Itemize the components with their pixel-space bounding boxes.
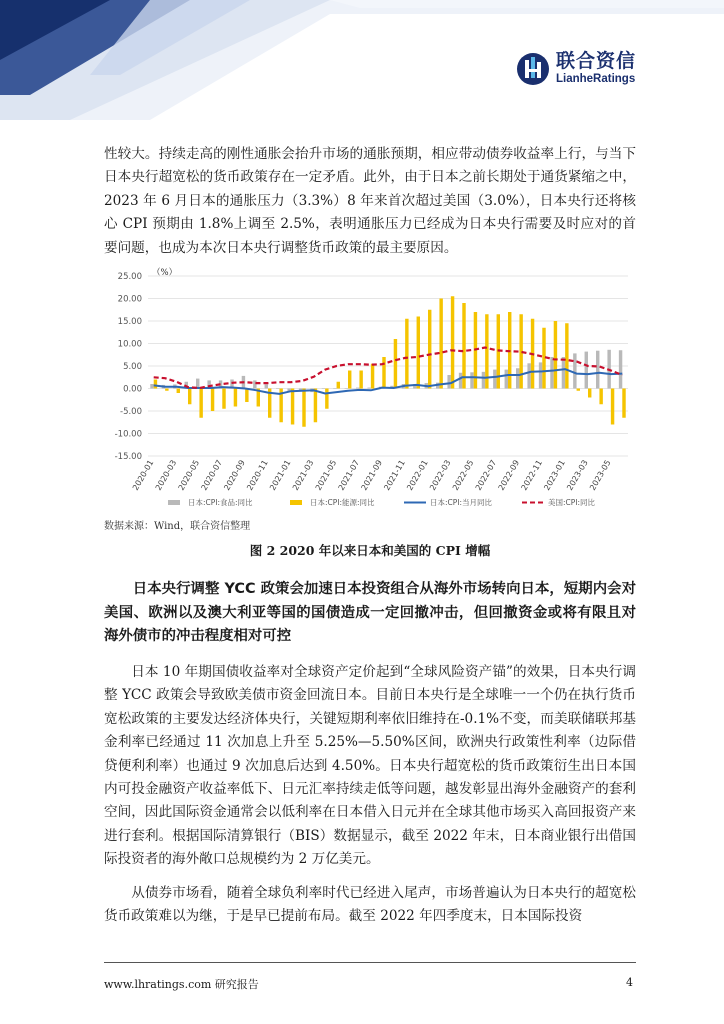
x-tick-label: 2023-03 (565, 458, 590, 492)
bar-energy (405, 319, 408, 389)
bar-energy (371, 364, 374, 389)
x-tick-label: 2021-01 (268, 458, 293, 492)
bar-energy (188, 389, 191, 405)
x-tick-label: 2022-09 (496, 458, 522, 492)
bar-food (585, 352, 588, 389)
bar-food (505, 370, 508, 389)
x-tick-label: 2022-03 (428, 458, 453, 492)
bar-food (356, 388, 359, 389)
bar-energy (439, 299, 442, 389)
y-tick-label: 5.00 (123, 362, 142, 372)
y-tick-label: 0.00 (123, 384, 142, 395)
bar-energy (554, 321, 557, 389)
bar-energy (462, 303, 465, 389)
bar-food (367, 388, 370, 389)
y-tick-label: 15.00 (117, 317, 142, 327)
bar-energy (337, 382, 340, 389)
bar-energy (314, 389, 317, 423)
brand-name-en: LianheRatings (556, 73, 636, 86)
bar-energy (565, 323, 568, 388)
x-tick-label: 2022-07 (473, 458, 499, 492)
y-unit-label: （%） (152, 268, 178, 278)
bar-energy (348, 371, 351, 389)
bar-food (253, 380, 256, 388)
bar-food (470, 372, 473, 388)
x-tick-label: 2022-01 (405, 458, 430, 492)
bar-energy (302, 389, 305, 427)
bar-energy (622, 389, 625, 418)
bar-food (573, 353, 576, 388)
x-tick-label: 2020-11 (245, 458, 270, 492)
bar-food (562, 357, 565, 389)
x-tick-label: 2021-11 (382, 458, 407, 492)
bar-food (619, 350, 622, 388)
x-tick-label: 2020-09 (222, 458, 247, 492)
brand-logo (516, 52, 636, 86)
bar-energy (599, 389, 602, 405)
x-tick-label: 2020-03 (153, 458, 179, 492)
bar-energy (165, 389, 168, 391)
footer-site: www.lhratings.com 研究报告 (104, 978, 259, 991)
page-number: 4 (626, 976, 633, 989)
bar-food (516, 368, 519, 388)
bar-energy (199, 389, 202, 418)
x-tick-label: 2021-05 (313, 458, 339, 492)
bar-energy (211, 389, 214, 412)
bar-energy (611, 389, 614, 425)
brand-logo-icon (516, 52, 550, 86)
bar-food (459, 373, 462, 389)
x-tick-label: 2020-07 (199, 458, 225, 492)
bar-food (333, 389, 336, 390)
bar-energy (417, 317, 420, 389)
bar-energy (588, 389, 591, 398)
brand-name-cn: 联合资信 (556, 50, 637, 73)
bar-energy (394, 339, 397, 389)
x-tick-label: 2020-01 (130, 458, 156, 492)
bar-food (150, 384, 153, 389)
legend-label: 美国:CPI:同比 (548, 498, 596, 507)
bar-energy (154, 380, 157, 389)
bar-food (482, 372, 485, 389)
x-tick-label: 2020-05 (176, 458, 202, 492)
bar-food (276, 389, 279, 390)
bar-energy (382, 357, 385, 389)
bar-food (596, 351, 599, 389)
bar-energy (325, 389, 328, 409)
x-tick-label: 2021-09 (359, 458, 385, 492)
footer-rule (104, 962, 636, 963)
body-paragraph-3: 从债券市场看，随着全球负利率时代已经进入尾声，市场普遍认为日本央行的超宽松货币政策难以为继，于是早已提前布局。截至 2022 年四季度末，日本国际投资 (104, 885, 636, 925)
bar-food (265, 384, 268, 388)
y-tick-label: 20.00 (117, 294, 142, 305)
cpi-chart (98, 262, 638, 514)
bar-food (539, 362, 542, 388)
section-heading: 日本央行调整 YCC 政策会加速日本投资组合从海外市场转向日本，短期内会对美国、欧洲以及澳大利亚等国的国债造成一定回撤冲击，但回撤资金或将有限且对海外债市的冲击程度相对可控 (104, 581, 636, 644)
x-tick-label: 2021-07 (336, 458, 362, 492)
bar-food (550, 357, 553, 389)
bar-food (493, 370, 496, 389)
bar-food (322, 389, 325, 390)
body-paragraph-2: 日本 10 年期国债收益率对全球资产定价起到“全球风险资产锚”的效果，日本央行调整 YCC 政策会导致欧美债市资金回流日本。目前日本央行是全球唯一一个仍在执行货币宽松政策的主要发达经济体央行，关键短期利率依旧维持在-0.1%不变，而美联储联邦基金利率已经通过 11 次加息上升至 5.25%—5.50%区间，欧洲央行政策性利率（边际借贷便利利率）也通过 9 次加息后达到 4.50%。日本央行超宽松的货币政策衍生出日本国内可投金融资产收益率低下、日元汇率持续走低等问题，越发彰显出海外金融资产的套利空间，因此国际资金通常会以低利率在日本借入日元并在全球其他市场买入高回报资产来进行套利。根据国际清算银行（BIS）数据显示，截至 2022 年末，日本商业银行出借国际投资者的海外敞口总规模约为 2 万亿美元。 (104, 664, 636, 868)
y-tick-label: -5.00 (120, 407, 142, 417)
y-tick-label: -15.00 (114, 452, 142, 462)
bar-energy (245, 389, 248, 403)
bar-energy (177, 389, 180, 394)
y-tick-label: 25.00 (117, 272, 142, 282)
bar-food (345, 389, 348, 390)
legend-label: 日本:CPI:当月同比 (430, 498, 493, 507)
bar-energy (234, 389, 237, 407)
figure-caption: 图 2 2020 年以来日本和美国的 CPI 增幅 (249, 543, 491, 558)
x-tick-label: 2023-01 (542, 458, 567, 492)
legend-swatch (168, 500, 180, 505)
bar-energy (359, 371, 362, 389)
legend-label: 日本:CPI:能源:同比 (310, 498, 375, 507)
y-tick-label: -10.00 (114, 429, 142, 440)
x-tick-label: 2022-05 (450, 458, 476, 492)
bar-energy (451, 296, 454, 388)
x-tick-label: 2021-03 (290, 458, 316, 492)
bar-energy (428, 310, 431, 389)
x-tick-label: 2023-05 (588, 458, 613, 492)
bar-energy (222, 389, 225, 409)
legend-label: 日本:CPI:食品:同比 (188, 498, 253, 507)
bar-energy (291, 389, 294, 425)
y-tick-label: 10.00 (117, 339, 142, 350)
bar-food (447, 375, 450, 389)
source-note: 数据来源：Wind，联合资信整理 (104, 521, 251, 532)
body-paragraph-1: 性较大。持续走高的刚性通胀会抬升市场的通胀预期，相应带动债券收益率上行，与当下日本央行超宽松的货币政策存在一定矛盾。此外，由于日本之前长期处于通货紧缩之中，2023 年 6 月日本的通胀压力（3.3%）8 年来首次超过美国（3.0%），日本央行还将核心 CPI 预期由 1.8%上调至 2.5%，表明通胀压力已经成为日本央行需要及时应对的首要问题，也成为本次日本央行调整货币政策的最主要原因。 (104, 146, 636, 256)
bar-food (527, 363, 530, 388)
bar-energy (577, 389, 580, 391)
legend-swatch (290, 500, 302, 505)
x-tick-label: 2022-11 (519, 458, 545, 492)
